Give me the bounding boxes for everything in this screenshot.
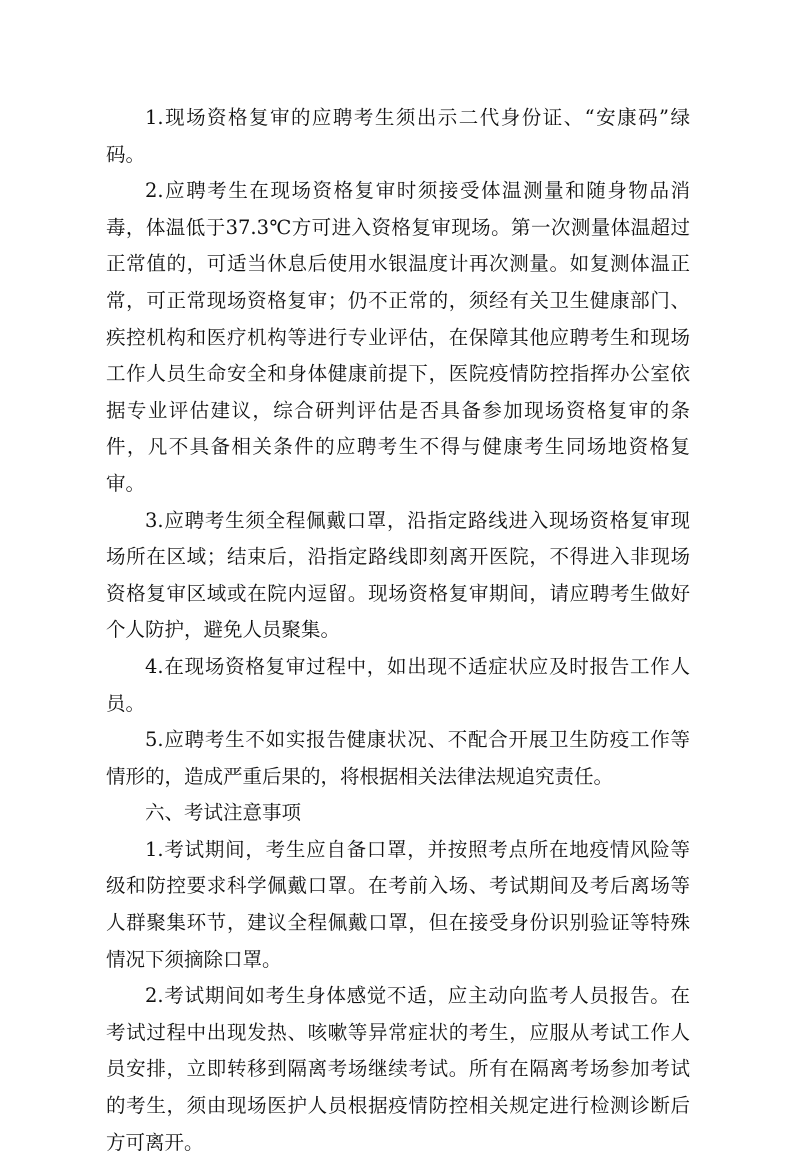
paragraph-temperature-check: 2.应聘考生在现场资格复审时须接受体温测量和随身物品消毒，体温低于37.3℃方可进入资格复审现场。第一次测量体温超过正常值的，可适当休息后使用水银温度计再次测量。如复测体温正常，可正常现场资格复审；仍不正常的，须经有关卫生健康部门、疾控机构和医疗机构等进行专业评估，在保障其他应聘考生和现场工作人员生命安全和身体健康前提下，医院疫情防控指挥办公室依据专业评估建议，综合研判评估是否具备参加现场资格复审的条件，凡不具备相关条件的应聘考生不得与健康考生同场地资格复审。	[106, 179, 690, 495]
section-heading-exam-notes: 六、考试注意事项	[145, 801, 302, 825]
paragraph-exam-illness: 2.考试期间如考生身体感觉不适，应主动向监考人员报告。在考试过程中出现发热、咳嗽等异常症状的考生，应服从考试工作人员安排，立即转移到隔离考场继续考试。所有在隔离考场参加考试的考生，须由现场医护人员根据疫情防控相关规定进行检测诊断后方可离开。	[106, 984, 690, 1154]
paragraph-exam-masks: 1.考试期间，考生应自备口罩，并按照考点所在地疫情风险等级和防控要求科学佩戴口罩。在考前入场、考试期间及考后离场等人群聚集环节，建议全程佩戴口罩，但在接受身份识别验证等特殊情况下须摘除口罩。	[106, 837, 690, 971]
paragraph-review-id-requirement: 1.现场资格复审的应聘考生须出示二代身份证、“安康码”绿码。	[106, 106, 690, 166]
paragraph-liability: 5.应聘考生不如实报告健康状况、不配合开展卫生防疫工作等情形的，造成严重后果的，将根据相关法律法规追究责任。	[106, 728, 690, 788]
document-body	[106, 100, 690, 1161]
paragraph-mask-route: 3.应聘考生须全程佩戴口罩，沿指定路线进入现场资格复审现场所在区域；结束后，沿指定路线即刻离开医院，不得进入非现场资格复审区域或在院内逗留。现场资格复审期间，请应聘考生做好个人防护，避免人员聚集。	[106, 508, 690, 642]
paragraph-report-symptoms: 4.在现场资格复审过程中，如出现不适症状应及时报告工作人员。	[106, 654, 690, 715]
